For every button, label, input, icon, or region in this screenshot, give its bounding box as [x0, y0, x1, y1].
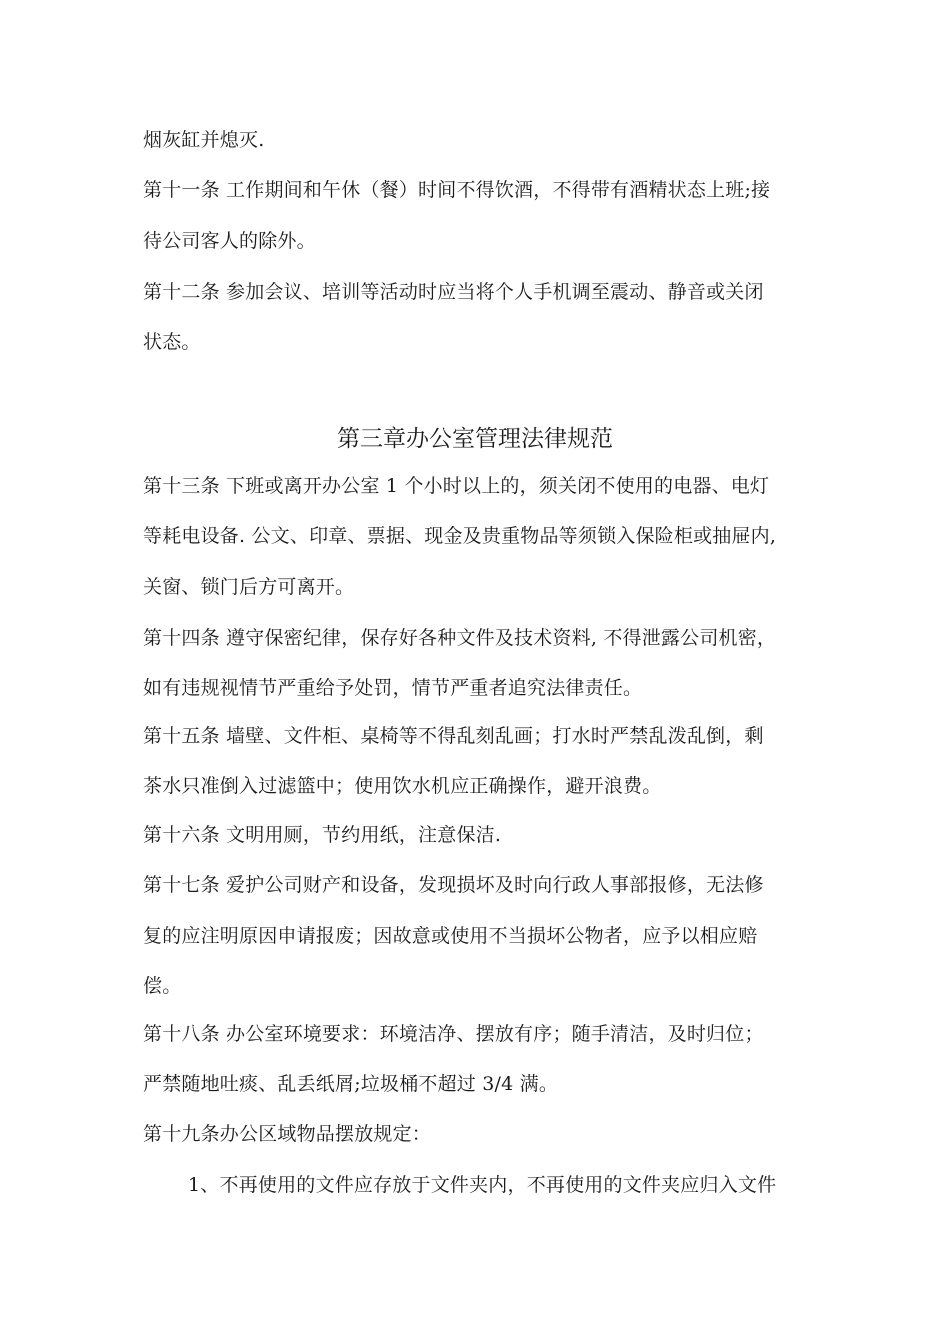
article-19-line-1: 第十九条办公区域物品摆放规定： [143, 1123, 432, 1145]
article-19-item-1: 1、不再使用的文件应存放于文件夹内，不再使用的文件夹应归入文件 [188, 1174, 777, 1196]
article-18-line-1: 第十八条 办公室环境要求：环境洁净、摆放有序；随手清洁，及时归位； [143, 1023, 764, 1045]
article-15-line-2: 茶水只准倒入过滤篮中；使用饮水机应正确操作，避开浪费。 [143, 775, 662, 797]
article-12-line-1: 第十二条 参加会议、培训等活动时应当将个人手机调至震动、静音或关闭 [143, 281, 764, 303]
article-16-line-1: 第十六条 文明用厕，节约用纸，注意保洁. [143, 824, 502, 846]
article-18-line-2: 严禁随地吐痰、乱丢纸屑;垃圾桶不超过 3/4 满。 [143, 1073, 559, 1095]
article-17-line-2: 复的应注明原因申请报废；因故意或使用不当损坏公物者，应予以相应赔 [143, 925, 758, 947]
article-15-line-1: 第十五条 墙壁、文件柜、桌椅等不得乱刻乱画；打水时严禁乱泼乱倒，剩 [143, 725, 764, 747]
article-11-line-1: 第十一条 工作期间和午休（餐）时间不得饮酒，不得带有酒精状态上班;接 [143, 179, 771, 201]
article-13-line-1: 第十三条 下班或离开办公室 1 个小时以上的，须关闭不使用的电器、电灯 [143, 475, 770, 497]
paragraph-line: 烟灰缸并熄灭. [143, 129, 265, 151]
article-13-line-3: 关窗、锁门后方可离开。 [143, 576, 355, 598]
chapter-title: 第三章办公室管理法律规范 [337, 426, 613, 452]
article-14-line-2: 如有违规视情节严重给予处罚，情节严重者追究法律责任。 [143, 677, 643, 699]
article-12-line-2: 状态。 [143, 331, 201, 353]
article-14-line-1: 第十四条 遵守保密纪律，保存好各种文件及技术资料, 不得泄露公司机密， [143, 627, 777, 649]
article-17-line-1: 第十七条 爱护公司财产和设备，发现损坏及时向行政人事部报修，无法修 [143, 874, 764, 896]
article-11-line-2: 待公司客人的除外。 [143, 230, 316, 252]
article-13-line-2: 等耗电设备. 公文、印章、票据、现金及贵重物品等须锁入保险柜或抽屉内, [143, 525, 777, 547]
article-17-line-3: 偿。 [143, 975, 182, 997]
